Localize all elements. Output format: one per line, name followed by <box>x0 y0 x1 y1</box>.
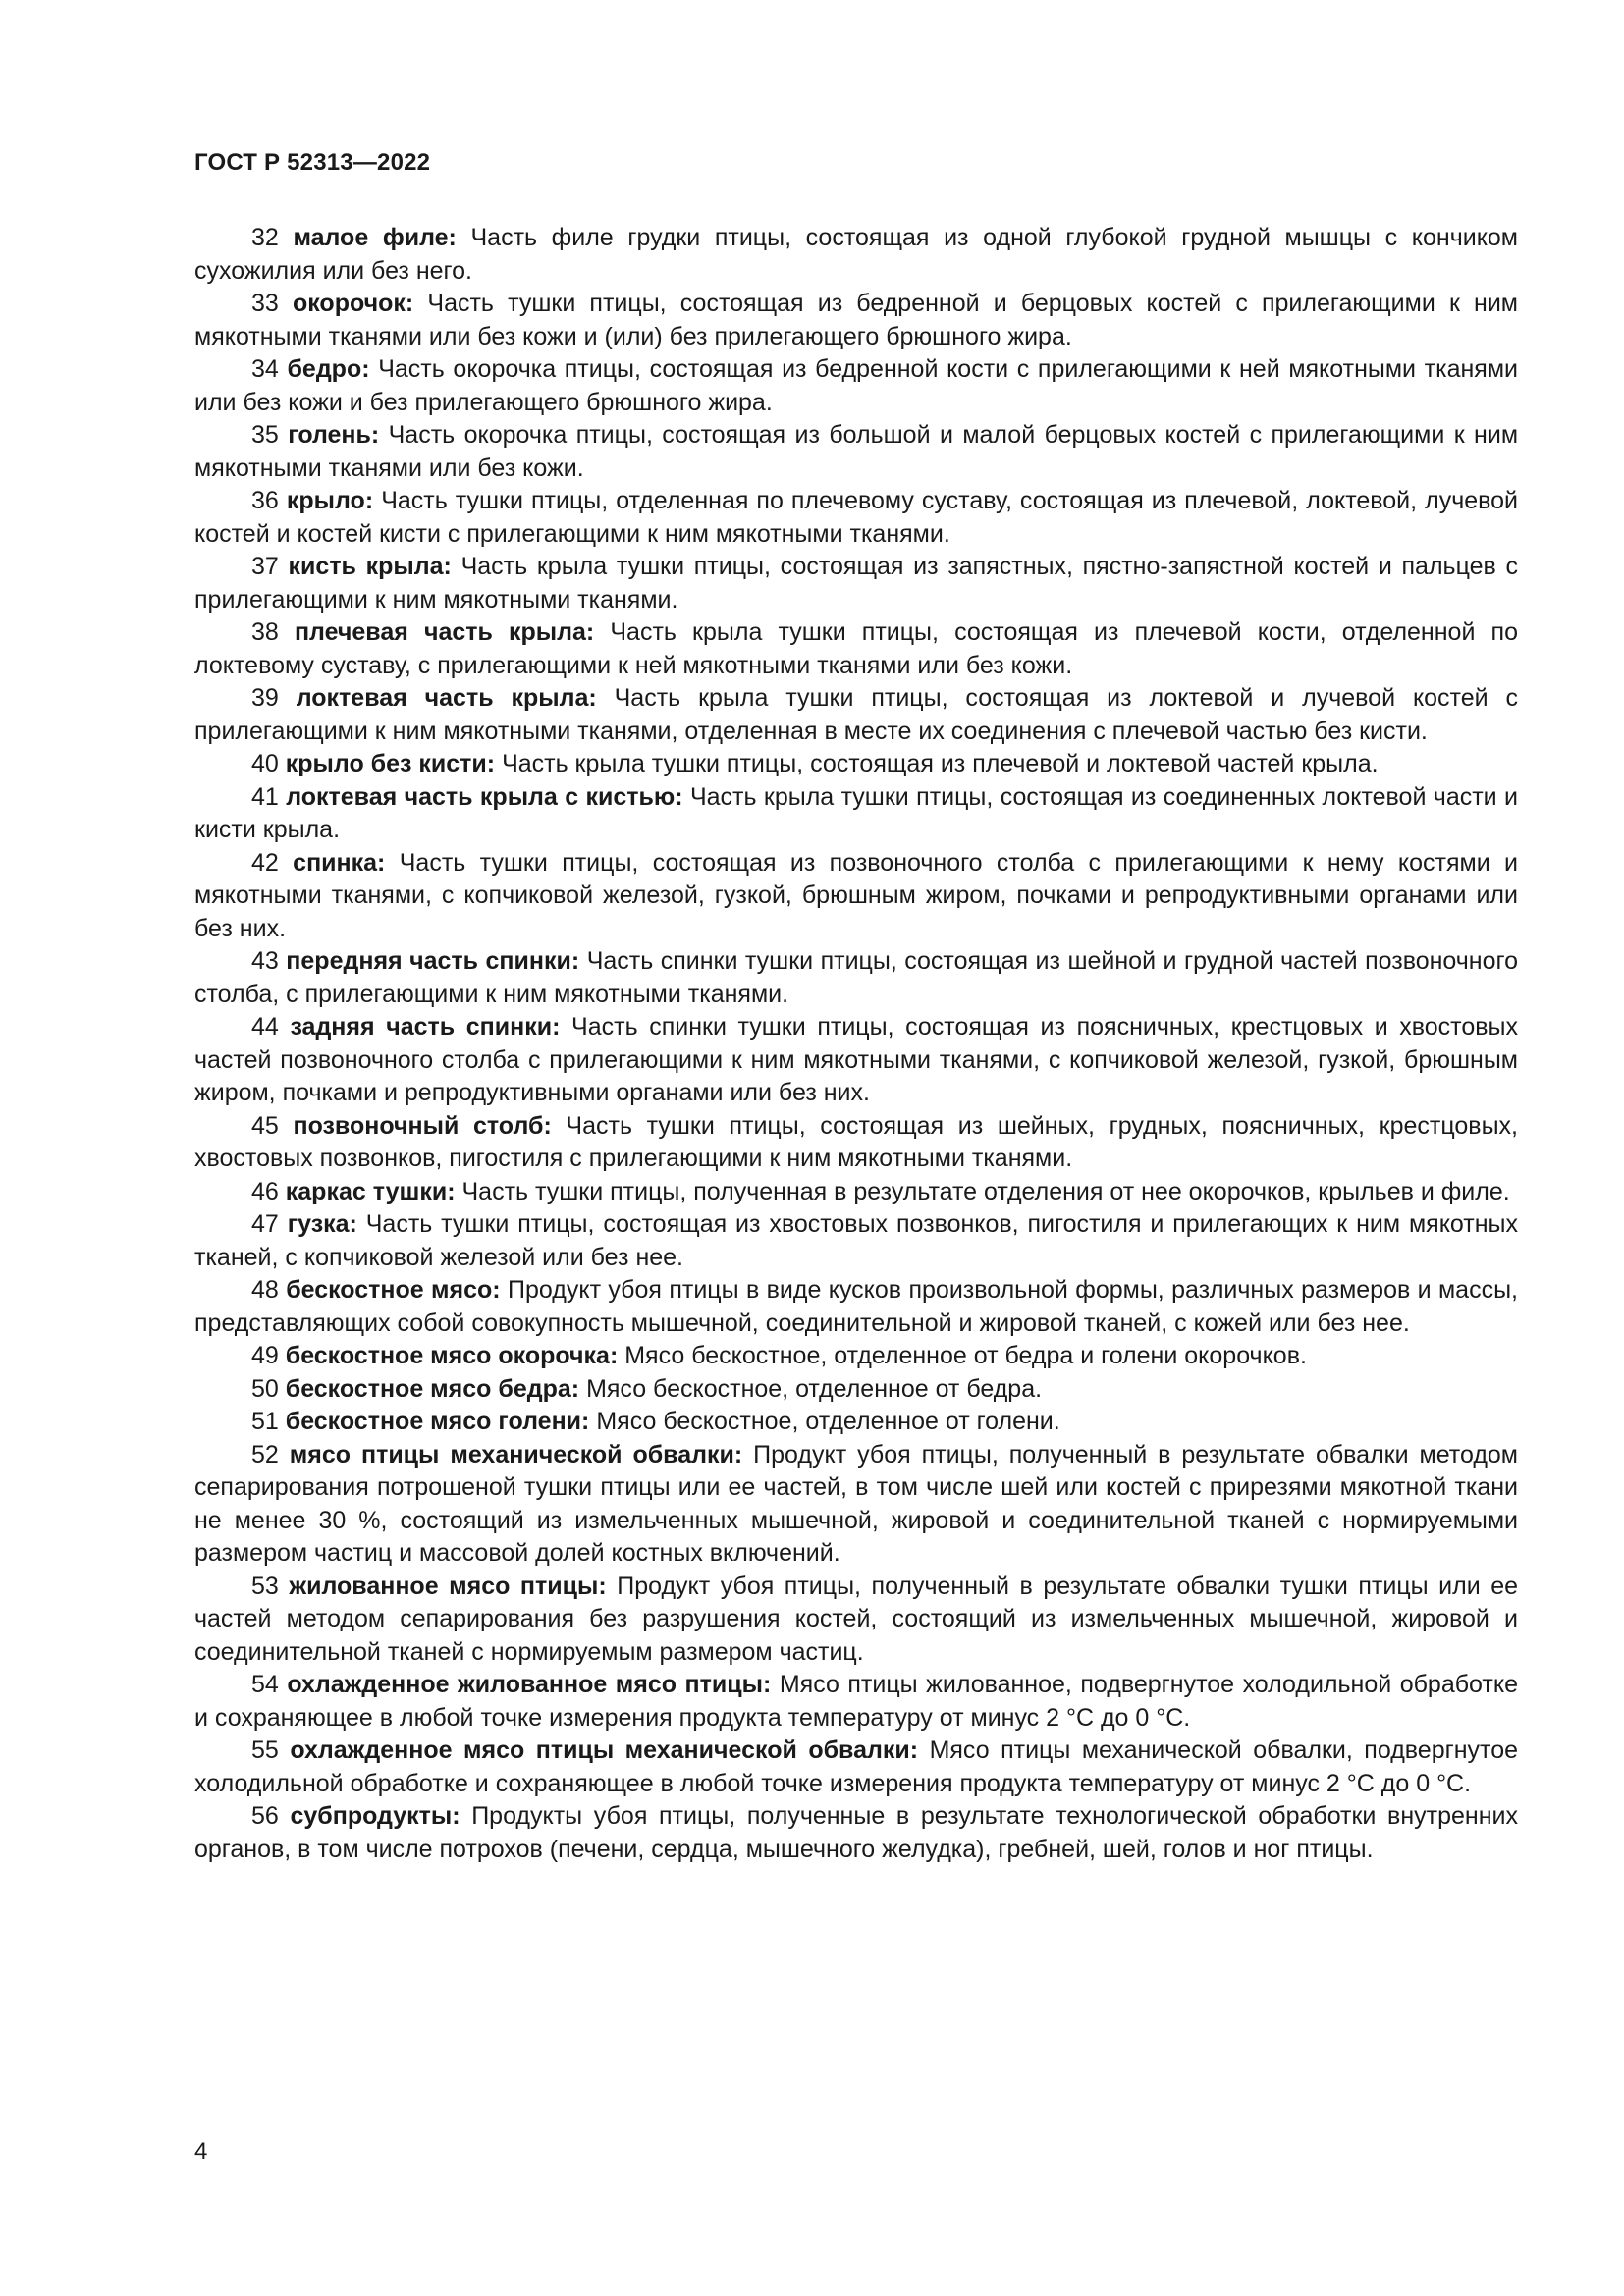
term-definition: Часть крыла тушки птицы, состоящая из плечевой и локтевой частей крыла. <box>502 750 1379 777</box>
term-number: 40 <box>251 750 279 777</box>
term-name: плечевая часть крыла: <box>294 618 595 646</box>
term-definition: Мясо бескостное, отделенное от бедра. <box>586 1374 1043 1403</box>
term-name: передняя часть спинки: <box>286 947 580 975</box>
term-definition: Продукт убоя птицы, полученный в результате обвалки методом сепарирования потрошеной тушки птицы или ее частей, в том числе шей или костей с прирезями мякотной ткани не менее 30 %, состоящий из измельченных мышечной, жировой и соединительной тканей с нормируемыми размером частиц и массовой долей костных включений. <box>194 1440 1518 1567</box>
term-name: бескостное мясо голени: <box>285 1408 590 1435</box>
term-number: 34 <box>251 355 279 383</box>
term-item <box>194 945 1518 1011</box>
term-item <box>194 748 1518 781</box>
term-name: охлажденное жилованное мясо птицы: <box>287 1671 772 1698</box>
term-item <box>194 419 1518 485</box>
term-item <box>194 485 1518 551</box>
term-definition: Часть окорочка птицы, состоящая из бедренной кости с прилегающими к ней мякотными тканями или без кожи и без прилегающего брюшного жира. <box>194 355 1518 416</box>
term-name: голень: <box>288 421 380 449</box>
term-item <box>194 222 1518 288</box>
term-item <box>194 847 1518 946</box>
term-number: 52 <box>251 1440 279 1468</box>
term-number: 55 <box>251 1736 279 1764</box>
term-item <box>194 1176 1518 1209</box>
term-definition: Продукт убоя птицы, полученный в результате обвалки тушки птицы или ее частей методом сепарирования без разрушения костей, состоящий из измельченных мышечной, жировой и соединительной тканей с нормируемым размером частиц. <box>194 1572 1519 1666</box>
term-name: бедро: <box>287 355 370 383</box>
term-number: 37 <box>251 553 279 580</box>
term-number: 49 <box>251 1342 279 1369</box>
term-definition: Мясо бескостное, отделенное от голени. <box>596 1408 1060 1435</box>
term-number: 43 <box>251 947 279 975</box>
term-name: гузка: <box>287 1210 357 1238</box>
term-name: жилованное мясо птицы: <box>289 1572 607 1600</box>
term-definition: Часть спинки тушки птицы, состоящая из шейной и грудной частей позвоночного столба, с прилегающими к ним мякотными тканями. <box>194 947 1518 1008</box>
term-item <box>194 682 1518 748</box>
term-name: окорочок: <box>292 290 414 317</box>
term-definition: Часть филе грудки птицы, состоящая из одной глубокой грудной мышцы с кончиком сухожилия или без него. <box>194 224 1518 285</box>
term-item <box>194 1373 1518 1407</box>
term-name: каркас тушки: <box>285 1177 456 1205</box>
term-number: 47 <box>251 1210 279 1238</box>
term-item <box>194 1406 1518 1439</box>
term-name: бескостное мясо бедра: <box>285 1374 580 1403</box>
term-name: крыло: <box>286 487 374 514</box>
term-name: бескостное мясо окорочка: <box>285 1342 619 1369</box>
term-definition: Мясо птицы жилованное, подвергнутое холодильной обработке и сохраняющее в любой точке измерения продукта температуру от минус 2 °С до 0 °С. <box>194 1671 1518 1732</box>
term-item <box>194 1800 1518 1866</box>
term-name: крыло без кисти: <box>285 750 496 777</box>
term-name: малое филе: <box>293 224 457 251</box>
term-name: бескостное мясо: <box>286 1276 501 1304</box>
term-definition: Часть окорочка птицы, состоящая из большой и малой берцовых костей с прилегающими к ним мякотными тканями или без кожи. <box>194 421 1519 482</box>
term-item <box>194 288 1518 353</box>
term-item <box>194 353 1518 419</box>
term-item <box>194 1110 1518 1176</box>
term-name: задняя часть спинки: <box>290 1013 561 1041</box>
term-item <box>194 1011 1518 1110</box>
term-definition: Часть крыла тушки птицы, состоящая из плечевой кости, отделенной по локтевому суставу, с прилегающими к ней мякотными тканями или без кожи. <box>194 618 1518 679</box>
term-number: 33 <box>251 290 279 317</box>
term-number: 44 <box>251 1013 279 1041</box>
term-number: 48 <box>251 1276 279 1304</box>
terms-list <box>194 222 1518 1866</box>
term-definition: Часть тушки птицы, отделенная по плечевому суставу, состоящая из плечевой, локтевой, лучевой костей и костей кисти с прилегающими к ним мякотными тканями. <box>194 487 1519 548</box>
term-item <box>194 551 1518 616</box>
term-number: 41 <box>251 782 279 811</box>
term-definition: Часть тушки птицы, состоящая из хвостовых позвонков, пигостиля и прилегающих к ним мякотных тканей, с копчиковой железой или без нее. <box>194 1210 1518 1271</box>
term-item <box>194 781 1518 847</box>
term-number: 54 <box>251 1671 279 1698</box>
term-number: 38 <box>251 618 279 646</box>
term-definition: Мясо птицы механической обвалки, подвергнутое холодильной обработке и сохраняющее в любой точке измерения продукта температуру от минус 2 °С до 0 °С. <box>194 1736 1518 1797</box>
term-number: 46 <box>251 1177 279 1205</box>
term-number: 56 <box>251 1802 279 1830</box>
document-code: ГОСТ Р 52313—2022 <box>194 149 431 176</box>
term-definition: Часть тушки птицы, состоящая из позвоночного столба с прилегающими к нему костями и мякотными тканями, с копчиковой железой, гузкой, брюшным жиром, почками и репродуктивными органами или без них. <box>194 848 1518 942</box>
term-name: локтевая часть крыла с кистью: <box>286 782 683 811</box>
term-item <box>194 1669 1518 1735</box>
term-item <box>194 1735 1518 1800</box>
term-item <box>194 1340 1518 1373</box>
term-number: 45 <box>251 1111 279 1140</box>
term-number: 42 <box>251 848 279 877</box>
term-definition: Часть тушки птицы, состоящая из бедренной и берцовых костей с прилегающими к ним мякотными тканями или без кожи и (или) без прилегающего брюшного жира. <box>194 290 1518 350</box>
term-name: кисть крыла: <box>288 553 452 580</box>
term-number: 50 <box>251 1374 279 1403</box>
term-item <box>194 616 1518 682</box>
term-number: 32 <box>251 224 279 251</box>
term-number: 35 <box>251 421 279 449</box>
term-name: спинка: <box>293 848 386 877</box>
term-name: позвоночный столб: <box>293 1111 552 1140</box>
term-definition: Мясо бескостное, отделенное от бедра и голени окорочков. <box>624 1342 1307 1369</box>
term-definition: Часть крыла тушки птицы, состоящая из соединенных локтевой части и кисти крыла. <box>194 782 1518 843</box>
term-definition: Продукт убоя птицы в виде кусков произвольной формы, различных размеров и массы, представляющих собой совокупность мышечной, соединительной и жировой тканей, с кожей или без нее. <box>194 1276 1518 1337</box>
term-definition: Часть тушки птицы, состоящая из шейных, грудных, поясничных, крестцовых, хвостовых позвонков, пигостиля с прилегающими к ним мякотными тканями. <box>194 1111 1518 1172</box>
term-number: 53 <box>251 1572 279 1600</box>
term-definition: Часть крыла тушки птицы, состоящая из запястных, пястно-запястной костей и пальцев с прилегающими к ним мякотными тканями. <box>194 553 1519 614</box>
term-item <box>194 1208 1518 1274</box>
term-number: 39 <box>251 684 279 712</box>
term-name: мясо птицы механической обвалки: <box>289 1440 743 1468</box>
term-definition: Часть спинки тушки птицы, состоящая из поясничных, крестцовых и хвостовых частей позвоночного столба с прилегающими к ним мякотными тканями, с копчиковой железой, гузкой, брюшным жиром, почками и репродуктивными органами или без них. <box>194 1013 1518 1106</box>
page-number: 4 <box>194 2138 208 2164</box>
term-item <box>194 1571 1518 1670</box>
term-definition: Часть тушки птицы, полученная в результате отделения от нее окорочков, крыльев и филе. <box>461 1177 1510 1205</box>
term-name: локтевая часть крыла: <box>296 684 597 712</box>
term-item <box>194 1439 1518 1571</box>
term-number: 51 <box>251 1408 279 1435</box>
term-number: 36 <box>251 487 279 514</box>
term-item <box>194 1274 1518 1340</box>
term-name: субпродукты: <box>290 1802 460 1830</box>
term-definition: Продукты убоя птицы, полученные в результате технологической обработки внутренних органов, в том числе потрохов (печени, сердца, мышечного желудка), гребней, шей, голов и ног птицы. <box>194 1802 1518 1863</box>
term-name: охлажденное мясо птицы механической обвалки: <box>290 1736 919 1764</box>
term-definition: Часть крыла тушки птицы, состоящая из локтевой и лучевой костей с прилегающими к ним мякотными тканями, отделенная в месте их соединения с плечевой частью без кисти. <box>194 684 1518 745</box>
